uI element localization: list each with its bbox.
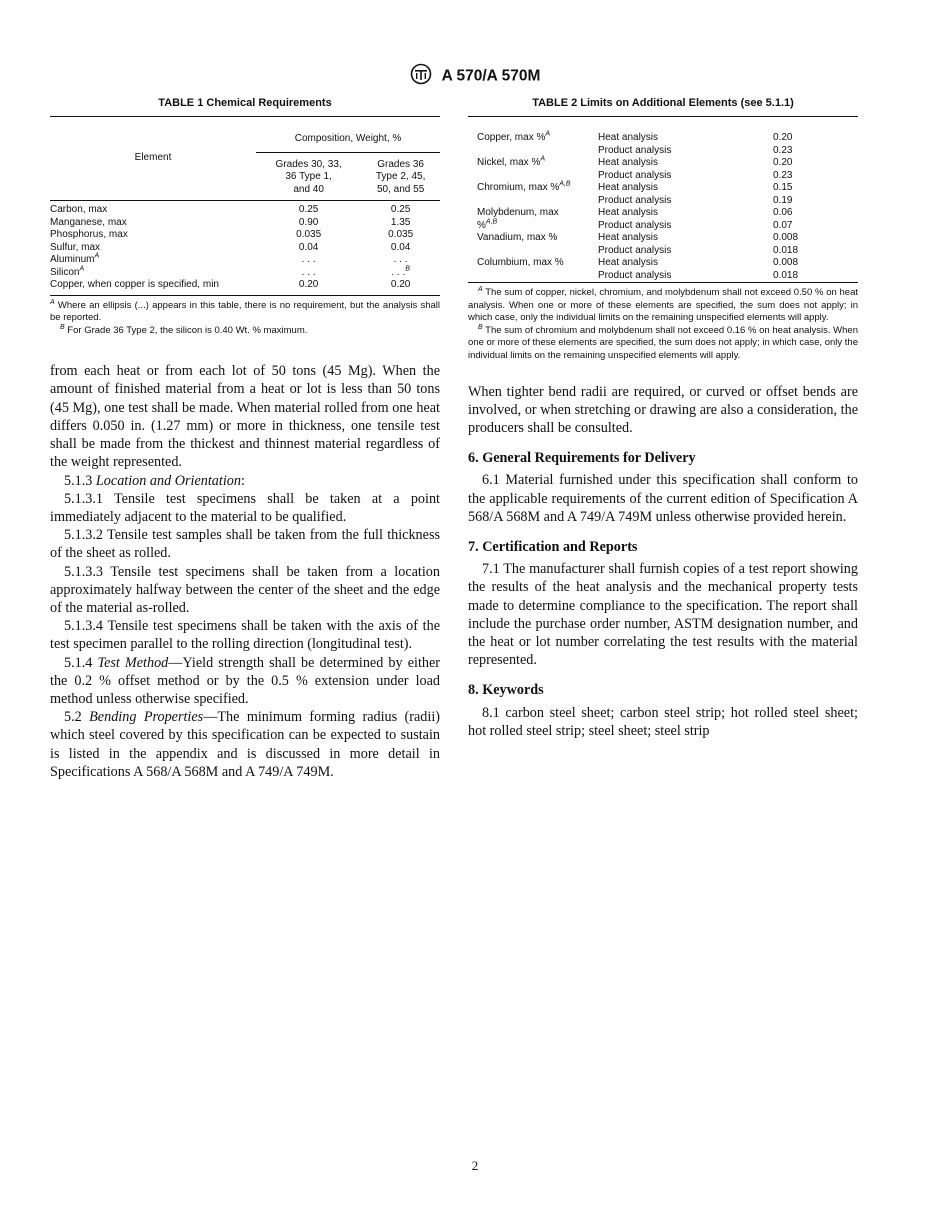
table1-col-element: Element — [134, 152, 172, 164]
table-row: Chromium, max %$^{A,B}$ Heat analysis 0.15 — [477, 180, 793, 193]
table2-additional-elements — [468, 132, 858, 282]
table1-footnote-a: $^A$ Where an ellipsis (...) appears in this table, there is no requirement, but the analysis shall be reported. — [50, 298, 440, 324]
page-number: 2 — [471, 1158, 479, 1173]
table-row: Carbon, max 0.25 0.25 — [50, 204, 411, 215]
right-body-text — [468, 383, 858, 740]
table-row: Molybdenum, max Heat analysis 0.06 — [477, 207, 793, 218]
section-5-2: 5.2 Bending Properties—The minimum forming radius (radii) which steel covered by this specification can be expected to sustain is listed in the appendix and is discussed in more detail in Specifications A 568/A 568M and A 749/A 749M. — [50, 709, 441, 780]
table1-footnotes — [50, 300, 440, 338]
section-6-1: 6.1 Material furnished under this specification shall conform to the applicable requirements of the current edition of Specification A 568/A 568M and A 749/A 749M unless otherwise provided herein. — [468, 472, 858, 525]
section-8-1: 8.1 carbon steel sheet; carbon steel strip; hot rolled steel sheet; hot rolled steel strip; steel sheet; steel strip — [468, 704, 858, 739]
table2-footnotes — [468, 287, 858, 363]
table2-footnote-b: $^B$ The sum of chromium and molybdenum shall not exceed 0.16 % on heat analysis. When one or more of these elements are specified, the sum does not apply; in which case, only the individual limits on the remaining unspecified elements will apply. — [468, 323, 858, 361]
section-5-1-3-2: 5.1.3.2 Tensile test samples shall be taken from the full thickness of the sheet as rolled. — [50, 527, 440, 562]
page-header — [0, 63, 950, 90]
section-8-heading: 8. Keywords — [468, 682, 544, 699]
table-row: Product analysis 0.23 — [598, 169, 793, 181]
section-5-1-3: 5.1.3 Location and Orientation: — [64, 472, 245, 489]
table-row: Nickel, max %$^A$ Heat analysis 0.20 — [477, 155, 793, 168]
astm-logo-icon — [410, 63, 432, 90]
table-row: Aluminum$^A$ . . . . . . — [50, 252, 408, 265]
table-row: Vanadium, max % Heat analysis 0.008 — [477, 232, 799, 243]
table-row: Product analysis 0.23 — [598, 144, 793, 156]
table-row: Sulfur, max 0.04 0.04 — [50, 241, 411, 253]
left-body-text — [50, 362, 440, 781]
paragraph-continued: from each heat or from each lot of 50 tons (45 Mg). When the amount of finished material from a heat or lot is less than 50 tons (45 Mg), one test shall be made. When material rolled from one heat differs 0.050 in. (1.27 mm) or more in thickness, one tensile test shall be made from the thickest and thinnest material regardless of the weight represented. — [50, 363, 440, 471]
table-row: Copper, when copper is specified, min 0.20 0.20 — [50, 279, 411, 290]
table2-footnote-a: $^A$ The sum of copper, nickel, chromium, and molybdenum shall not exceed 0.50 % on heat analysis. When one or more of these elements are specified, the sum does not apply; in which case, only the individual limits on the remaining unspecified elements will apply. — [468, 285, 858, 324]
table1-caption: TABLE 1 Chemical Requirements — [158, 97, 332, 109]
table1-group-header: Composition, Weight, % — [256, 117, 440, 152]
document-designation: A 570/A 570M — [441, 67, 541, 85]
table-row: Product analysis 0.018 — [598, 244, 799, 256]
table-row: Silicon$^A$ . . . . . .$^B$ — [50, 265, 410, 278]
left-column — [50, 97, 440, 781]
table1-chemical-requirements — [50, 117, 440, 295]
table1-col-grades-a: Grades 30, 33, 36 Type 1, and 40 — [275, 158, 342, 195]
paragraph-continued: When tighter bend radii are required, or curved or offset bends are involved, or when stretching or drawing are also a consideration, the producers shall be consulted. — [468, 383, 858, 436]
table-row: %$^{A,B}$ Product analysis 0.07 — [477, 218, 793, 231]
table1-col-grades-b: Grades 36 Type 2, 45, 50, and 55 — [375, 158, 426, 195]
table-row: Product analysis 0.018 — [598, 269, 799, 281]
section-6-heading: 6. General Requirements for Delivery — [468, 450, 696, 467]
section-7-1: 7.1 The manufacturer shall furnish copies of a test report showing the results of the heat analysis and the mechanical property tests made to determine compliance to the specification. The report shall include the purchase order number, ASTM designation number, and the heat or lot number correlating the test results with the material represented. — [468, 561, 858, 669]
table2-caption: TABLE 2 Limits on Additional Elements (see 5.1.1) — [532, 97, 794, 109]
table-row: Copper, max %$^A$ Heat analysis 0.20 — [477, 130, 793, 143]
table-row: Columbium, max % Heat analysis 0.008 — [477, 257, 799, 268]
table-row: Phosphorus, max 0.035 0.035 — [50, 229, 414, 240]
section-7-heading: 7. Certification and Reports — [468, 538, 638, 555]
table1-footnote-b: $^B$ For Grade 36 Type 2, the silicon is 0.40 Wt. % maximum. — [60, 323, 308, 336]
section-5-1-3-1: 5.1.3.1 Tensile test specimens shall be taken at a point immediately adjacent to the material to be qualified. — [50, 490, 440, 525]
right-column — [468, 97, 858, 740]
table-row: Manganese, max 0.90 1.35 — [50, 216, 411, 228]
table-row: Product analysis 0.19 — [598, 194, 793, 206]
section-5-1-3-4: 5.1.3.4 Tensile test specimens shall be taken with the axis of the test specimen parallel to the rolling direction (longitudinal test). — [50, 618, 440, 653]
section-5-1-3-3: 5.1.3.3 Tensile test specimens shall be taken from a location approximately halfway between the center of the sheet and the edge of the material as-rolled. — [50, 563, 440, 616]
section-5-1-4: 5.1.4 Test Method—Yield strength shall be determined by either the 0.2 % offset method or by the 0.5 % extension under load method unless otherwise specified. — [50, 654, 441, 707]
